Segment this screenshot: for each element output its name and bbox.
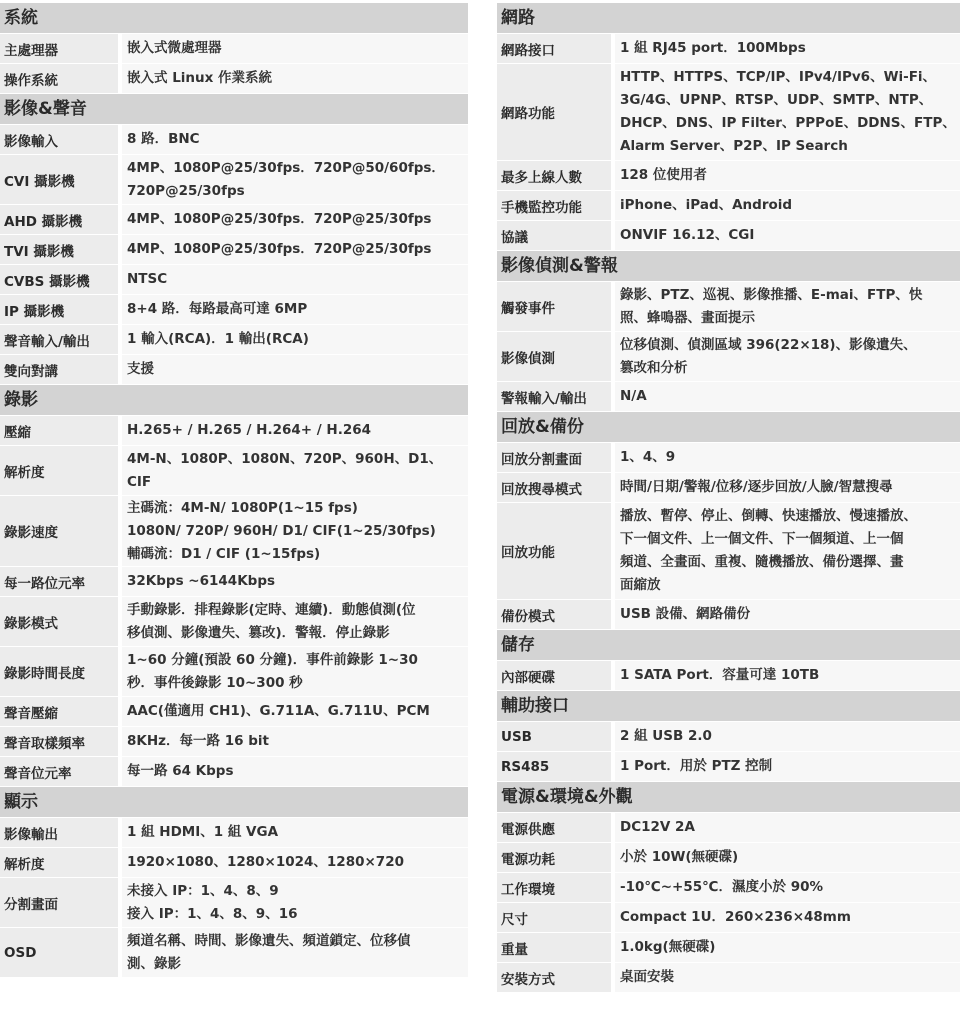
spec-value-line: 手動錄影．排程錄影(定時、連續)．動態偵測(位 bbox=[127, 601, 416, 618]
spec-value bbox=[122, 928, 468, 977]
spec-value-line: 頻道、全畫面、重複、隨機播放、備份選擇、畫 bbox=[620, 554, 904, 570]
spec-label: 錄影速度 bbox=[0, 496, 122, 566]
spec-label: 聲音壓縮 bbox=[0, 697, 122, 726]
spec-row bbox=[0, 34, 468, 64]
spec-value-line: 主碼流：4M-N/ 1080P(1~15 fps) bbox=[127, 499, 358, 516]
spec-label: 備份模式 bbox=[497, 600, 615, 629]
spec-row bbox=[497, 382, 960, 412]
spec-value-line: DC12V 2A bbox=[620, 819, 695, 835]
spec-value-line: Alarm Server、P2P、IP Search bbox=[620, 138, 848, 154]
spec-value-line: 錄影、PTZ、巡視、影像推播、E-mai、FTP、快 bbox=[620, 286, 923, 303]
spec-value bbox=[122, 155, 468, 204]
spec-value bbox=[122, 34, 468, 63]
spec-value-line: 篡改和分析 bbox=[620, 359, 688, 376]
spec-value-line: 720P@25/30fps bbox=[127, 182, 245, 199]
spec-value bbox=[122, 265, 468, 294]
spec-value bbox=[122, 757, 468, 786]
spec-row bbox=[0, 647, 468, 697]
spec-row bbox=[0, 496, 468, 567]
spec-value-line: CIF bbox=[127, 473, 152, 490]
spec-row bbox=[0, 325, 468, 355]
spec-value-line: AAC(僅適用 CH1)、G.711A、G.711U、PCM bbox=[127, 703, 430, 719]
spec-value bbox=[122, 295, 468, 324]
spec-row bbox=[0, 446, 468, 496]
spec-row bbox=[0, 567, 468, 597]
spec-value-line: 秒．事件後錄影 10~300 秒 bbox=[127, 674, 303, 691]
spec-value-line: 3G/4G、UPNP、RTSP、UDP、SMTP、NTP、 bbox=[620, 92, 933, 108]
spec-value bbox=[615, 473, 960, 502]
section-header: 儲存 bbox=[497, 630, 960, 661]
spec-value-line: 8 路．BNC bbox=[127, 131, 200, 147]
spec-value-line: Compact 1U．260×236×48mm bbox=[620, 909, 851, 925]
spec-value-line: ONVIF 16.12、CGI bbox=[620, 227, 755, 243]
spec-label: 影像偵測 bbox=[497, 332, 615, 381]
spec-value bbox=[615, 903, 960, 932]
spec-label: 協議 bbox=[497, 221, 615, 250]
spec-label: 觸發事件 bbox=[497, 282, 615, 331]
spec-label: 操作系統 bbox=[0, 64, 122, 93]
spec-row bbox=[0, 727, 468, 757]
spec-value-line: -10℃~+55℃．濕度小於 90% bbox=[620, 879, 824, 895]
spec-row bbox=[0, 597, 468, 647]
spec-row bbox=[497, 661, 960, 691]
spec-label: 尺寸 bbox=[497, 903, 615, 932]
spec-value bbox=[615, 443, 960, 472]
spec-value-line: 4MP、1080P@25/30fps．720P@25/30fps bbox=[127, 241, 432, 257]
spec-row bbox=[497, 843, 960, 873]
spec-value-line: 下一個文件、上一個文件、下一個頻道、上一個 bbox=[620, 531, 904, 547]
spec-row bbox=[0, 818, 468, 848]
spec-row bbox=[0, 125, 468, 155]
spec-row bbox=[0, 64, 468, 94]
spec-label: CVI 攝影機 bbox=[0, 155, 122, 204]
spec-value-line: 播放、暫停、停止、倒轉、快速播放、慢速播放、 bbox=[620, 508, 917, 524]
spec-label: OSD bbox=[0, 928, 122, 977]
spec-label: 安裝方式 bbox=[497, 963, 615, 992]
spec-value-line: 4MP、1080P@25/30fps．720P@25/30fps bbox=[127, 211, 432, 227]
spec-value bbox=[615, 661, 960, 690]
spec-value-line: HTTP、HTTPS、TCP/IP、IPv4/IPv6、Wi-Fi、 bbox=[620, 69, 937, 85]
spec-label: 壓縮 bbox=[0, 416, 122, 445]
spec-label: 電源功耗 bbox=[497, 843, 615, 872]
spec-value-line: DHCP、DNS、IP Filter、PPPoE、DDNS、FTP、 bbox=[620, 115, 956, 131]
spec-label: 聲音位元率 bbox=[0, 757, 122, 786]
spec-value-line: 8+4 路．每路最高可達 6MP bbox=[127, 301, 308, 317]
section-header: 顯示 bbox=[0, 787, 468, 818]
spec-value bbox=[615, 382, 960, 411]
spec-label: USB bbox=[497, 722, 615, 751]
spec-value bbox=[615, 161, 960, 190]
spec-row bbox=[0, 265, 468, 295]
spec-label: 聲音輸入/輸出 bbox=[0, 325, 122, 354]
spec-value-line: 128 位使用者 bbox=[620, 167, 707, 183]
spec-value-line: NTSC bbox=[127, 271, 168, 287]
spec-label: AHD 攝影機 bbox=[0, 205, 122, 234]
spec-label: 解析度 bbox=[0, 446, 122, 495]
spec-row bbox=[497, 443, 960, 473]
spec-row bbox=[497, 161, 960, 191]
spec-value bbox=[615, 873, 960, 902]
spec-value-line: 1~60 分鐘(預設 60 分鐘)．事件前錄影 1~30 bbox=[127, 651, 418, 668]
spec-value bbox=[122, 205, 468, 234]
spec-value-line: 支援 bbox=[127, 361, 154, 377]
spec-value-line: 頻道名稱、時間、影像遺失、頻道鎖定、位移偵 bbox=[127, 932, 411, 949]
spec-row bbox=[497, 813, 960, 843]
spec-value-line: 每一路 64 Kbps bbox=[127, 763, 234, 779]
spec-row bbox=[497, 722, 960, 752]
spec-value bbox=[122, 597, 468, 646]
spec-label: 工作環境 bbox=[497, 873, 615, 902]
spec-value-line: 照、蜂鳴器、畫面提示 bbox=[620, 309, 755, 326]
spec-value-line: 嵌入式微處理器 bbox=[127, 40, 222, 56]
spec-value bbox=[615, 503, 960, 599]
spec-label: 錄影時間長度 bbox=[0, 647, 122, 696]
spec-label: 影像輸出 bbox=[0, 818, 122, 847]
section-header: 網路 bbox=[497, 3, 960, 34]
spec-label: 解析度 bbox=[0, 848, 122, 877]
spec-value-line: 面縮放 bbox=[620, 577, 661, 593]
spec-value bbox=[615, 221, 960, 250]
spec-row bbox=[0, 928, 468, 978]
spec-label: 每一路位元率 bbox=[0, 567, 122, 596]
spec-value bbox=[615, 963, 960, 992]
spec-value bbox=[615, 332, 960, 381]
section-header: 回放&備份 bbox=[497, 412, 960, 443]
spec-value-line: 32Kbps ~6144Kbps bbox=[127, 573, 276, 589]
spec-value bbox=[122, 848, 468, 877]
spec-row bbox=[0, 295, 468, 325]
spec-value bbox=[615, 843, 960, 872]
section-header: 輔助接口 bbox=[497, 691, 960, 722]
spec-value-line: iPhone、iPad、Android bbox=[620, 197, 793, 213]
spec-label: 主處理器 bbox=[0, 34, 122, 63]
spec-label: CVBS 攝影機 bbox=[0, 265, 122, 294]
spec-row bbox=[497, 752, 960, 782]
spec-label: 錄影模式 bbox=[0, 597, 122, 646]
spec-label: 回放分割畫面 bbox=[497, 443, 615, 472]
spec-value-line: 1080N/ 720P/ 960H/ D1/ CIF(1~25/30fps) bbox=[127, 522, 436, 539]
spec-value bbox=[122, 647, 468, 696]
spec-row bbox=[497, 332, 960, 382]
spec-label: 警報輸入/輸出 bbox=[497, 382, 615, 411]
spec-value bbox=[122, 567, 468, 596]
spec-label: IP 攝影機 bbox=[0, 295, 122, 324]
spec-row bbox=[0, 848, 468, 878]
spec-value bbox=[122, 125, 468, 154]
spec-value bbox=[615, 752, 960, 781]
spec-row bbox=[497, 963, 960, 993]
spec-value-line: 1 組 RJ45 port．100Mbps bbox=[620, 40, 806, 56]
spec-label: 聲音取樣頻率 bbox=[0, 727, 122, 756]
spec-label: TVI 攝影機 bbox=[0, 235, 122, 264]
spec-value bbox=[122, 727, 468, 756]
spec-value bbox=[615, 64, 960, 160]
spec-value bbox=[122, 416, 468, 445]
spec-label: RS485 bbox=[497, 752, 615, 781]
spec-row bbox=[497, 600, 960, 630]
spec-value bbox=[615, 722, 960, 751]
spec-value-line: USB 設備、網路備份 bbox=[620, 606, 751, 622]
spec-value bbox=[122, 818, 468, 847]
spec-label: 內部硬碟 bbox=[497, 661, 615, 690]
spec-label: 重量 bbox=[497, 933, 615, 962]
spec-row bbox=[0, 205, 468, 235]
spec-value-line: 4MP、1080P@25/30fps．720P@50/60fps． bbox=[127, 159, 445, 176]
spec-value bbox=[122, 355, 468, 384]
spec-row bbox=[497, 64, 960, 161]
spec-row bbox=[0, 155, 468, 205]
spec-value bbox=[615, 813, 960, 842]
spec-row bbox=[0, 235, 468, 265]
spec-value bbox=[615, 282, 960, 331]
spec-value-line: 8KHz．每一路 16 bit bbox=[127, 733, 269, 749]
spec-value-line: 位移偵測、偵測區域 396(22×18)、影像遺失、 bbox=[620, 336, 917, 353]
spec-row bbox=[497, 473, 960, 503]
spec-row bbox=[497, 503, 960, 600]
spec-label: 雙向對講 bbox=[0, 355, 122, 384]
spec-value-line: 輔碼流：D1 / CIF (1~15fps) bbox=[127, 545, 321, 562]
spec-value-line: 1、4、9 bbox=[620, 449, 676, 465]
spec-label: 網路接口 bbox=[497, 34, 615, 63]
spec-value-line: 嵌入式 Linux 作業系統 bbox=[127, 70, 273, 86]
spec-value-line: 時間/日期/警報/位移/逐步回放/人臉/智慧搜尋 bbox=[620, 479, 893, 495]
spec-row bbox=[0, 757, 468, 787]
spec-value bbox=[122, 446, 468, 495]
spec-value bbox=[615, 933, 960, 962]
spec-row bbox=[0, 697, 468, 727]
spec-value-line: 1 SATA Port．容量可達 10TB bbox=[620, 667, 820, 683]
spec-value-line: N/A bbox=[620, 388, 647, 404]
spec-value-line: 桌面安裝 bbox=[620, 969, 674, 985]
spec-column-right bbox=[497, 3, 960, 993]
spec-value-line: 未接入 IP：1、4、8、9 bbox=[127, 882, 279, 899]
spec-row bbox=[0, 878, 468, 928]
spec-value bbox=[122, 496, 468, 566]
spec-value bbox=[615, 191, 960, 220]
spec-value bbox=[122, 697, 468, 726]
spec-value-line: 小於 10W(無硬碟) bbox=[620, 849, 739, 865]
spec-value-line: 接入 IP：1、4、8、9、16 bbox=[127, 905, 298, 922]
spec-label: 分割畫面 bbox=[0, 878, 122, 927]
spec-row bbox=[497, 903, 960, 933]
spec-label: 網路功能 bbox=[497, 64, 615, 160]
spec-value bbox=[122, 64, 468, 93]
spec-value-line: 測、錄影 bbox=[127, 955, 181, 972]
spec-value-line: 2 組 USB 2.0 bbox=[620, 728, 712, 744]
spec-label: 手機監控功能 bbox=[497, 191, 615, 220]
spec-value bbox=[615, 600, 960, 629]
spec-label: 影像輸入 bbox=[0, 125, 122, 154]
spec-label: 回放功能 bbox=[497, 503, 615, 599]
section-header: 系統 bbox=[0, 3, 468, 34]
spec-value-line: 1920×1080、1280×1024、1280×720 bbox=[127, 854, 404, 870]
spec-value bbox=[122, 878, 468, 927]
spec-value-line: H.265+ / H.265 / H.264+ / H.264 bbox=[127, 422, 372, 438]
spec-value bbox=[122, 325, 468, 354]
spec-row bbox=[497, 873, 960, 903]
section-header: 電源&環境&外觀 bbox=[497, 782, 960, 813]
spec-label: 最多上線人數 bbox=[497, 161, 615, 190]
spec-row bbox=[497, 221, 960, 251]
spec-value bbox=[122, 235, 468, 264]
spec-label: 電源供應 bbox=[497, 813, 615, 842]
spec-row bbox=[497, 191, 960, 221]
spec-value-line: 1 Port．用於 PTZ 控制 bbox=[620, 758, 773, 774]
spec-value-line: 1 組 HDMI、1 組 VGA bbox=[127, 824, 279, 840]
section-header: 影像偵測&警報 bbox=[497, 251, 960, 282]
spec-column-left bbox=[0, 3, 468, 978]
spec-value-line: 1.0kg(無硬碟) bbox=[620, 939, 716, 955]
spec-value-line: 4M-N、1080P、1080N、720P、960H、D1、 bbox=[127, 450, 443, 467]
spec-value-line: 1 輸入(RCA)．1 輸出(RCA) bbox=[127, 331, 309, 347]
section-header: 影像&聲音 bbox=[0, 94, 468, 125]
spec-label: 回放搜尋模式 bbox=[497, 473, 615, 502]
spec-row bbox=[497, 282, 960, 332]
spec-row bbox=[497, 933, 960, 963]
spec-row bbox=[0, 355, 468, 385]
spec-value bbox=[615, 34, 960, 63]
section-header: 錄影 bbox=[0, 385, 468, 416]
spec-value-line: 移偵測、影像遺失、篡改)．警報．停止錄影 bbox=[127, 624, 390, 641]
spec-row bbox=[497, 34, 960, 64]
spec-row bbox=[0, 416, 468, 446]
